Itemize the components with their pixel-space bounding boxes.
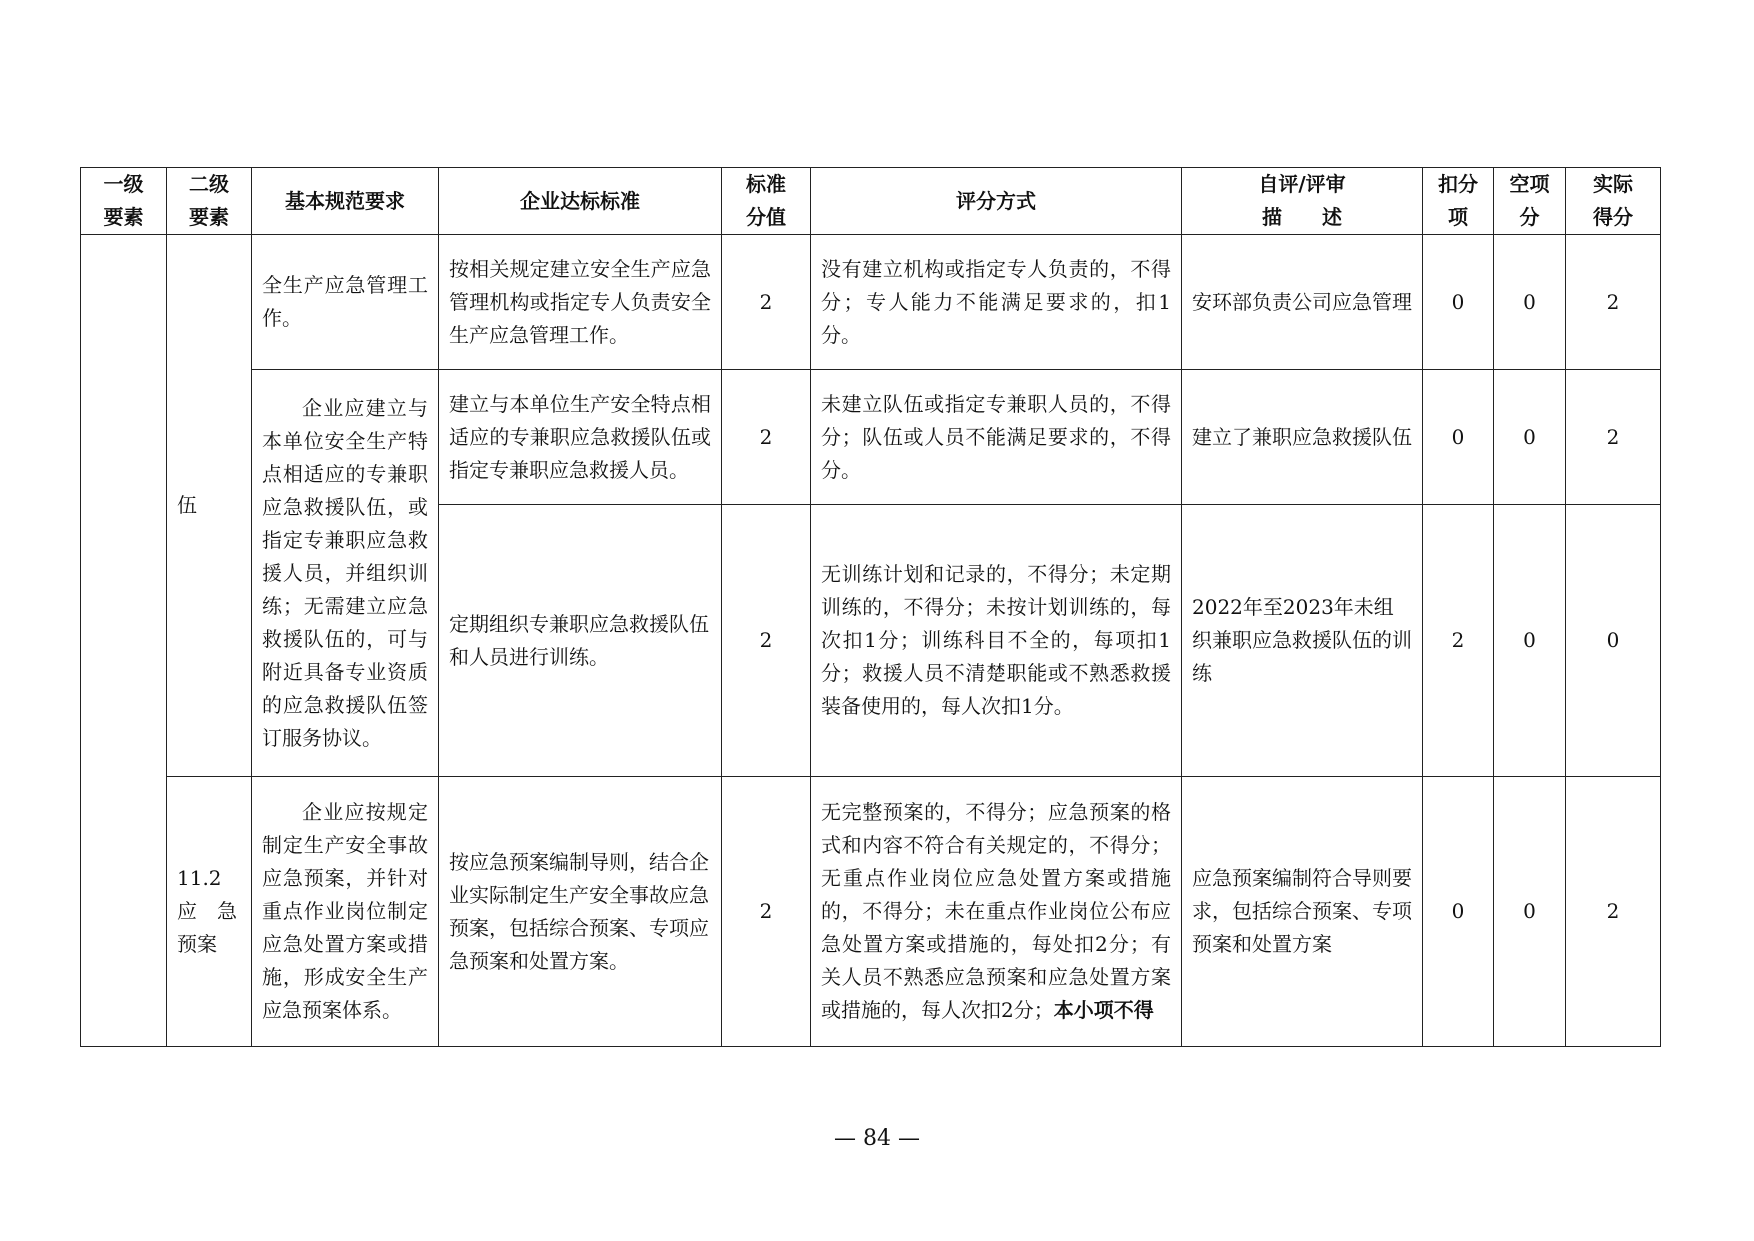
method-cell <box>811 777 1182 1047</box>
method-cell: 没有建立机构或指定专人负责的，不得分；专人能力不能满足要求的，扣1分。 <box>811 235 1182 370</box>
level1-cell <box>81 235 167 1047</box>
level2-cell: 伍 <box>167 235 252 777</box>
deduct-cell: 0 <box>1423 235 1494 370</box>
empty-cell: 0 <box>1494 505 1566 777</box>
header-standard: 企业达标标准 <box>439 168 722 235</box>
description-cell: 安环部负责公司应急管理 <box>1182 235 1423 370</box>
header-level2: 二级 要素 <box>167 168 252 235</box>
score-cell: 2 <box>722 235 811 370</box>
score-cell: 2 <box>722 370 811 505</box>
level2-cell: 11.2 应 急 预案 <box>167 777 252 1047</box>
method-cell: 未建立队伍或指定专兼职人员的，不得分；队伍或人员不能满足要求的，不得分。 <box>811 370 1182 505</box>
table-row <box>81 777 1661 1047</box>
requirement-cell: 全生产应急管理工作。 <box>252 235 439 370</box>
deduct-cell: 2 <box>1423 505 1494 777</box>
description-cell: 2022年至2023年未组织兼职应急救援队伍的训练 <box>1182 505 1423 777</box>
deduct-cell: 0 <box>1423 370 1494 505</box>
standard-cell: 定期组织专兼职应急救援队伍和人员进行训练。 <box>439 505 722 777</box>
method-cell: 无训练计划和记录的，不得分；未定期训练的，不得分；未按计划训练的，每次扣1分；训练科目不全的，每项扣1分；救援人员不清楚职能或不熟悉救援装备使用的，每人次扣1分。 <box>811 505 1182 777</box>
header-empty: 空项 分 <box>1494 168 1566 235</box>
header-level1: 一级 要素 <box>81 168 167 235</box>
deduct-cell: 0 <box>1423 777 1494 1047</box>
header-description: 自评/评审 描 述 <box>1182 168 1423 235</box>
header-method: 评分方式 <box>811 168 1182 235</box>
score-cell: 2 <box>722 777 811 1047</box>
requirement-cell: 企业应建立与本单位安全生产特点相适应的专兼职应急救援队伍，或指定专兼职应急救援人员，并组织训练；无需建立应急救援队伍的，可与附近具备专业资质的应急救援队伍签订服务协议。 <box>252 370 439 777</box>
header-row <box>81 168 1661 235</box>
method-text: 无完整预案的，不得分；应急预案的格式和内容不符合有关规定的，不得分；无重点作业岗位应急处置方案或措施的，不得分；未在重点作业岗位公布应急处置方案或措施的，每处扣2分；有关人员不熟悉应急预案和应急处置方案或措施的，每人次扣2分； <box>821 800 1171 1022</box>
evaluation-table <box>80 167 1661 1047</box>
header-deduct: 扣分 项 <box>1423 168 1494 235</box>
table-row <box>81 370 1661 505</box>
empty-cell: 0 <box>1494 777 1566 1047</box>
standard-cell: 按相关规定建立安全生产应急管理机构或指定专人负责安全生产应急管理工作。 <box>439 235 722 370</box>
page-number: — 84 — <box>834 1126 920 1151</box>
actual-cell: 2 <box>1566 370 1661 505</box>
actual-cell: 2 <box>1566 777 1661 1047</box>
score-cell: 2 <box>722 505 811 777</box>
actual-cell: 0 <box>1566 505 1661 777</box>
header-score: 标准 分值 <box>722 168 811 235</box>
method-bold-text: 本小项不得 <box>1053 998 1154 1022</box>
standard-cell: 按应急预案编制导则，结合企业实际制定生产安全事故应急预案，包括综合预案、专项应急预案和处置方案。 <box>439 777 722 1047</box>
empty-cell: 0 <box>1494 235 1566 370</box>
empty-cell: 0 <box>1494 370 1566 505</box>
table-row <box>81 235 1661 370</box>
standard-cell: 建立与本单位生产安全特点相适应的专兼职应急救援队伍或指定专兼职应急救援人员。 <box>439 370 722 505</box>
header-requirement: 基本规范要求 <box>252 168 439 235</box>
description-cell: 应急预案编制符合导则要求，包括综合预案、专项预案和处置方案 <box>1182 777 1423 1047</box>
requirement-cell: 企业应按规定制定生产安全事故应急预案，并针对重点作业岗位制定应急处置方案或措施，形成安全生产应急预案体系。 <box>252 777 439 1047</box>
description-cell: 建立了兼职应急救援队伍 <box>1182 370 1423 505</box>
actual-cell: 2 <box>1566 235 1661 370</box>
header-actual: 实际 得分 <box>1566 168 1661 235</box>
